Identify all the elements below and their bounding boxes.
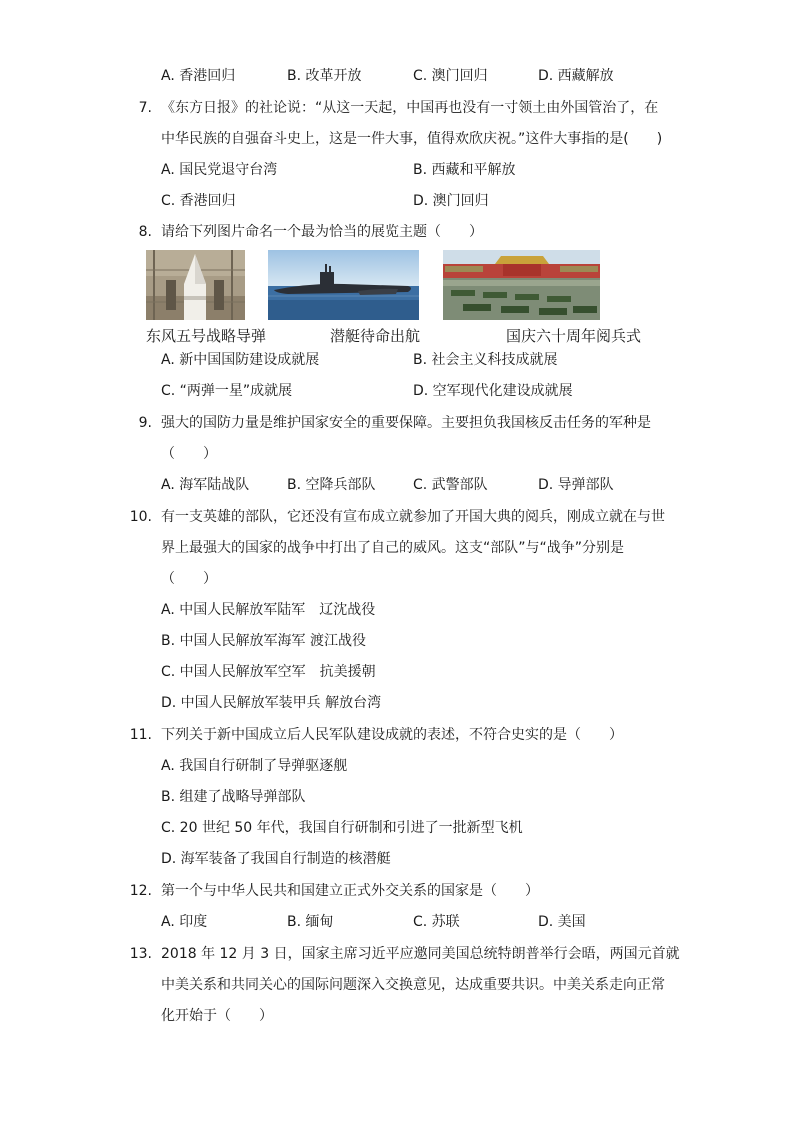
q6-option-c[interactable]: C. 澳门回归	[413, 68, 488, 84]
q12-option-c[interactable]: C. 苏联	[413, 914, 460, 930]
q11-number: 11.	[129, 727, 152, 743]
q9-option-a[interactable]: A. 海军陆战队	[161, 477, 250, 493]
parade-photo	[443, 250, 600, 320]
parade-illustration	[443, 250, 600, 320]
q11-stem-line1: 下列关于新中国成立后人民军队建设成就的表述，不符合史实的是（ ）	[161, 727, 623, 743]
q12-option-b[interactable]: B. 缅甸	[287, 914, 334, 930]
q9-option-c[interactable]: C. 武警部队	[413, 477, 488, 493]
q7-option-a[interactable]: A. 国民党退守台湾	[161, 162, 278, 178]
q10-stem-line3: （ ）	[161, 571, 217, 587]
q6-option-b[interactable]: B. 改革开放	[287, 68, 362, 84]
q10-option-b[interactable]: B. 中国人民解放军海军 渡江战役	[161, 633, 366, 649]
q10-option-d[interactable]: D. 中国人民解放军装甲兵 解放台湾	[161, 695, 382, 711]
q10-option-c[interactable]: C. 中国人民解放军空军 抗美援朝	[161, 664, 376, 680]
q9-option-d[interactable]: D. 导弹部队	[538, 477, 614, 493]
q11-option-b[interactable]: B. 组建了战略导弹部队	[161, 789, 306, 805]
q8-stem-line1: 请给下列图片命名一个最为恰当的展览主题（ ）	[161, 224, 483, 240]
q12-number: 12.	[129, 883, 152, 899]
q9-number: 9.	[138, 415, 152, 431]
q13-stem-line3: 化开始于（ ）	[161, 1008, 273, 1024]
q13-stem-line1: 2018 年 12 月 3 日，国家主席习近平应邀同美国总统特朗普举行会晤，两国元首就	[161, 946, 680, 962]
q6-option-a[interactable]: A. 香港回归	[161, 68, 236, 84]
missile-photo	[146, 250, 245, 320]
q10-stem-line1: 有一支英雄的部队，它还没有宣布成立就参加了开国大典的阅兵，刚成立就在与世	[161, 509, 665, 525]
q8-option-b[interactable]: B. 社会主义科技成就展	[413, 352, 558, 368]
q13-number: 13.	[129, 946, 152, 962]
q12-option-a[interactable]: A. 印度	[161, 914, 208, 930]
missile-illustration	[146, 250, 245, 320]
q11-option-a[interactable]: A. 我国自行研制了导弹驱逐舰	[161, 758, 348, 774]
caption-submarine: 潜艇待命出航	[330, 327, 421, 345]
q8-option-c[interactable]: C. “两弹一星”成就展	[161, 383, 293, 399]
q7-number: 7.	[138, 100, 152, 116]
q10-option-a[interactable]: A. 中国人民解放军陆军 辽沈战役	[161, 602, 376, 618]
q9-stem-line2: （ ）	[161, 446, 217, 462]
q11-option-d[interactable]: D. 海军装备了我国自行制造的核潜艇	[161, 851, 391, 867]
q10-stem-line2: 界上最强大的国家的战争中打出了自己的威风。这支“部队”与“战争”分别是	[161, 540, 625, 556]
q8-number: 8.	[138, 224, 152, 240]
submarine-illustration	[268, 250, 419, 320]
q11-option-c[interactable]: C. 20 世纪 50 年代，我国自行研制和引进了一批新型飞机	[161, 820, 523, 836]
q10-number: 10.	[129, 509, 152, 525]
q7-option-c[interactable]: C. 香港回归	[161, 193, 236, 209]
q12-option-d[interactable]: D. 美国	[538, 914, 586, 930]
q7-option-d[interactable]: D. 澳门回归	[413, 193, 489, 209]
q7-option-b[interactable]: B. 西藏和平解放	[413, 162, 516, 178]
q13-stem-line2: 中美关系和共同关心的国际问题深入交换意见，达成重要共识。中美关系走向正常	[161, 977, 665, 993]
q7-stem-line1: 《东方日报》的社论说：“从这一天起，中国再也没有一寸领土由外国管治了，在	[161, 100, 659, 116]
q6-option-d[interactable]: D. 西藏解放	[538, 68, 614, 84]
q7-stem-line2: 中华民族的自强奋斗史上，这是一件大事，值得欢欣庆祝。”这件大事指的是( )	[161, 131, 663, 147]
q8-option-a[interactable]: A. 新中国国防建设成就展	[161, 352, 320, 368]
q9-option-b[interactable]: B. 空降兵部队	[287, 477, 376, 493]
caption-parade: 国庆六十周年阅兵式	[506, 327, 642, 345]
submarine-photo	[268, 250, 419, 320]
caption-missile: 东风五号战略导弹	[146, 327, 267, 345]
q8-option-d[interactable]: D. 空军现代化建设成就展	[413, 383, 573, 399]
q9-stem-line1: 强大的国防力量是维护国家安全的重要保障。主要担负我国核反击任务的军种是	[161, 415, 651, 431]
q12-stem-line1: 第一个与中华人民共和国建立正式外交关系的国家是（ ）	[161, 883, 539, 899]
